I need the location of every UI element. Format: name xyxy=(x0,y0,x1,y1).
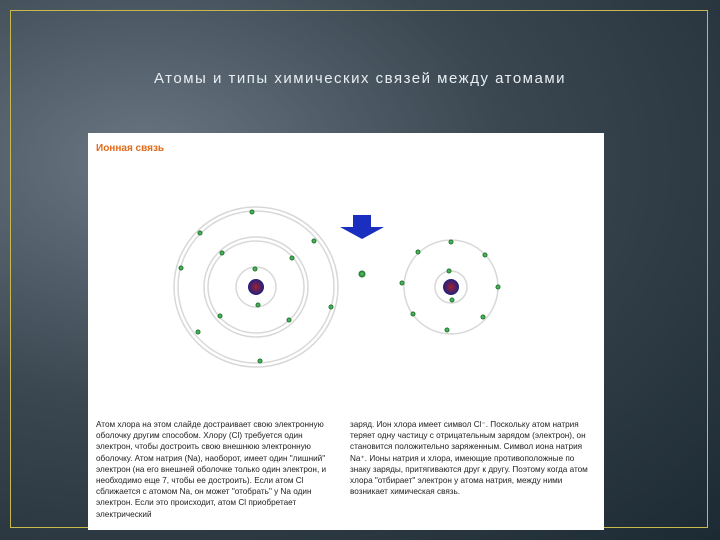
sodium-nucleus xyxy=(443,279,459,295)
arrow-down-icon xyxy=(340,215,384,239)
right-description: заряд. Ион хлора имеет символ Cl⁻. Поскольку атом натрия теряет одну частицу с отрицательным зарядом (электрон), он становится положительно заряженным. Символ иона натрия Na⁺. Ионы натрия и хлора, имеющие противоположные по знаку заряды, притягиваются друг к другу. Поэтому когда атом хлора "отбирает" электрон у атома натрия, между ними возникает химическая связь. xyxy=(350,420,588,497)
figure-heading: Ионная связь xyxy=(96,143,165,154)
slide-title: Атомы и типы химических связей между атомами xyxy=(153,70,567,87)
ionic-bond-figure xyxy=(88,133,604,530)
chlorine-nucleus xyxy=(248,279,264,295)
left-description: Атом хлора на этом слайде достраивает свою электронную оболочку другим способом. Хлору (Cl) требуется один электрон, чтобы достроить свою внешнюю электронную оболочку. Атом натрия (Na), наоборот, имеет один "лишний" электрон (на его внешней оболочке только один электрон, и необходимо еще 7, чтобы ее достроить). Если атом Cl сближается с атомом Na, он может "отобрать" у Na один электрон. Если это происходит, атом Cl приобретает электрический xyxy=(96,420,327,519)
atom-diagram xyxy=(88,133,604,413)
